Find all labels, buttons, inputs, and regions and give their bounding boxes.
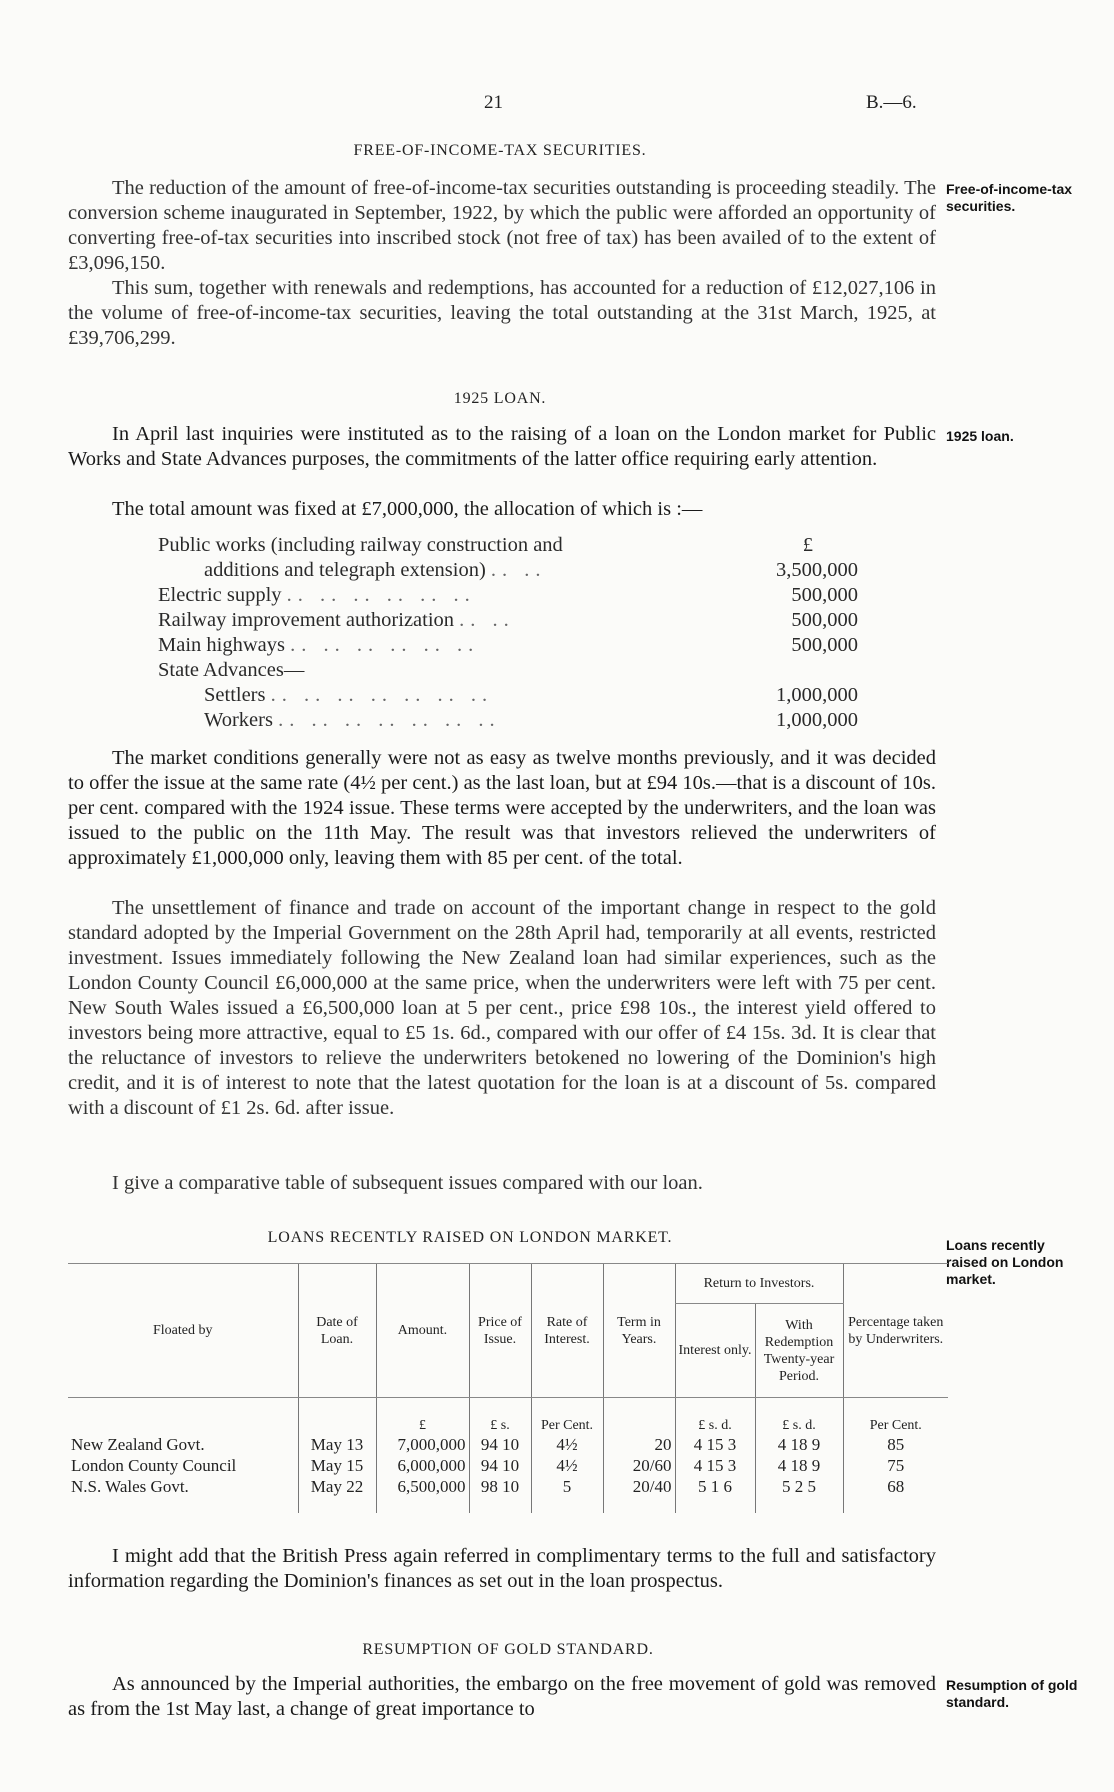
margin-note-gold-standard: Resumption of gold standard. (946, 1677, 1078, 1710)
allocation-row: Main highways .. .. .. .. .. .. 500,000 (158, 634, 858, 656)
heading-gold-standard: RESUMPTION OF GOLD STANDARD. (362, 1641, 654, 1658)
heading-1925-loan: 1925 LOAN. (453, 390, 547, 407)
paragraph-loan-1: In April last inquiries were instituted as to the raising of a loan on the London market for Public Works and State Advances purposes, the commitments of the latter office requiring early attention. (68, 423, 936, 470)
header-rate: Rate of Interest. (531, 1264, 603, 1398)
page-number: 21 (484, 92, 503, 113)
header-interest-only: Interest only. (675, 1304, 755, 1398)
unit-price: £ s. (469, 1398, 531, 1435)
header-return-group: Return to Investors. (675, 1264, 843, 1304)
paragraph-free-tax-1: The reduction of the amount of free-of-income-tax securities outstanding is proceeding steadily. The conversion scheme inaugurated in September, 1922, by which the public were afforded an opportunity of converting free-of-tax securities into inscribed stock (not free of tax) has been availed of to the extent of £3,096,150. (68, 177, 936, 274)
allocation-row: Electric supply .. .. .. .. .. .. 500,000 (158, 584, 858, 606)
header-term: Term in Years. (603, 1264, 675, 1398)
header-date: Date of Loan. (298, 1264, 376, 1398)
paragraph-loan-4: The unsettlement of finance and trade on account of the important change in respect to the gold standard adopted by the Imperial Government on the 28th April had, temporarily at all events, restricted investment. Issues immediately following the New Zealand loan had similar experiences, such as the London County Council £6,000,000 at the same price, when the underwriters were left with 75 per cent. New South Wales issued a £6,500,000 loan at 5 per cent., price £98 10s., the interest yield offered to investors being more attractive, equal to £5 1s. 6d., compared with our offer of £4 15s. 3d. It is clear that the reluctance of investors to relieve the underwriters betokened no lowering of the Dominion's high credit, and it is of interest to note that the latest quotation for the loan is at a discount of 5s. compared with a discount of £1 2s. 6d. after issue. (68, 897, 936, 1119)
margin-note-1925-loan: 1925 loan. (946, 428, 1014, 444)
unit-percentage: Per Cent. (843, 1398, 948, 1435)
unit-rate: Per Cent. (531, 1398, 603, 1435)
paragraph-loan-3: The market conditions generally were not as easy as twelve months previously, and it was decided to offer the issue at the same rate (4½ per cent.) as the last loan, but at £94 10s.—that is a discount of 10s. per cent. compared with the 1924 issue. These terms were accepted by the underwriters, and the loan was issued to the public on the 11th May. The result was that investors relieved the underwriters of approximately £1,000,000 only, leaving them with 85 per cent. of the total. (68, 747, 936, 869)
allocation-row: additions and telegraph extension) .. .. 3,500,000 (204, 559, 858, 581)
paragraph-free-tax-2: This sum, together with renewals and redemptions, has accounted for a reduction of £12,027,106 in the volume of free-of-income-tax securities, leaving the total outstanding at the 31st March, 1925, at £39,706,299. (68, 277, 936, 349)
unit-interest-only: £ s. d. (675, 1398, 755, 1435)
header-floated-by: Floated by (68, 1264, 298, 1398)
header-with-redemption: With Redemption Twenty-year Period. (755, 1304, 843, 1398)
unit-amount: £ (376, 1398, 469, 1435)
allocation-row: Workers .. .. .. .. .. .. .. 1,000,000 (204, 709, 858, 731)
table-row: N.S. Wales Govt. May 22 6,500,000 98 10 5 20/40 5 1 6 5 2 5 68 (68, 1476, 948, 1497)
table-row: New Zealand Govt. May 13 7,000,000 94 10 4½ 20 4 15 3 4 18 9 85 (68, 1434, 948, 1455)
paragraph-loan-5: I give a comparative table of subsequent issues compared with our loan. (112, 1172, 703, 1194)
allocation-row: Railway improvement authorization .. .. 500,000 (158, 609, 858, 631)
paragraph-press: I might add that the British Press again referred in complimentary terms to the full and satisfactory information regarding the Dominion's finances as set out in the loan prospectus. (68, 1545, 936, 1592)
unit-with-redemption: £ s. d. (755, 1398, 843, 1435)
allocation-row: Public works (including railway construction and £ (158, 534, 813, 556)
margin-note-free-of-income-tax: Free-of-income-tax securities. (946, 181, 1073, 214)
allocation-row: Settlers .. .. .. .. .. .. .. 1,000,000 (204, 684, 858, 706)
document-reference: B.—6. (866, 92, 917, 113)
header-amount: Amount. (376, 1264, 469, 1398)
table-row: London County Council May 15 6,000,000 94 10 4½ 20/60 4 15 3 4 18 9 75 (68, 1455, 948, 1476)
loans-table (68, 1263, 948, 1513)
allocation-row: State Advances— (158, 659, 305, 681)
paragraph-loan-2: The total amount was fixed at £7,000,000, the allocation of which is :— (112, 498, 703, 520)
heading-free-of-income-tax: FREE-OF-INCOME-TAX SECURITIES. (353, 142, 647, 159)
header-percentage: Percentage taken by Underwriters. (843, 1264, 948, 1398)
header-price: Price of Issue. (469, 1264, 531, 1398)
allocation-list (158, 533, 858, 733)
paragraph-gold: As announced by the Imperial authorities, the embargo on the free movement of gold was removed as from the 1st May last, a change of great importance to (68, 1673, 936, 1720)
margin-note-loans-table: Loans recently raised on London market. (946, 1237, 1064, 1287)
table-title: LOANS RECENTLY RAISED ON LONDON MARKET. (267, 1229, 673, 1246)
